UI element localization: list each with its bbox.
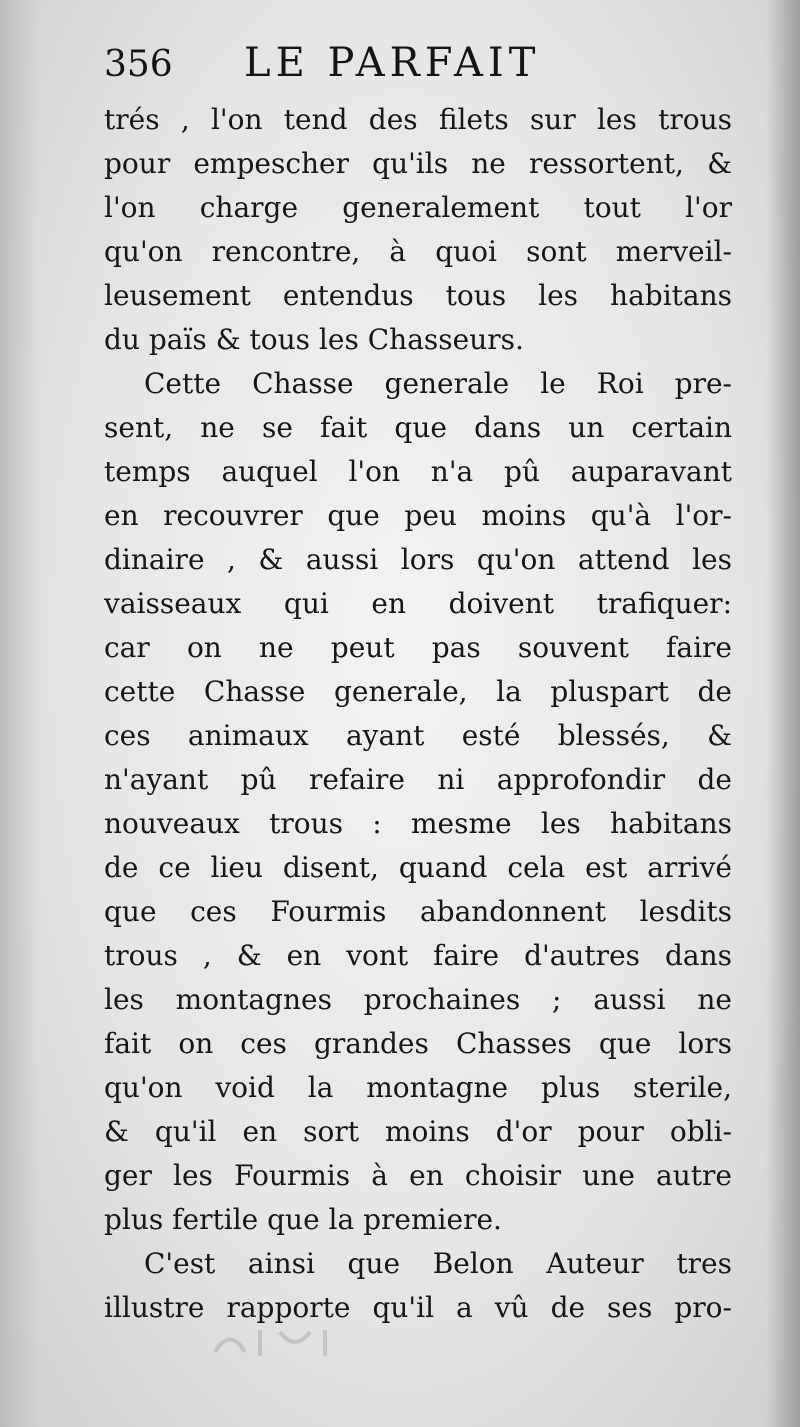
text-line: trés , l'on tend des filets sur les trous: [104, 103, 732, 136]
paragraph-start-line: Cette Chasse generale le Roi pre-: [144, 367, 732, 400]
text-line: pour empescher qu'ils ne ressortent, &: [104, 147, 732, 180]
text-line: nouveaux trous : mesme les habitans: [104, 807, 732, 840]
text-line: ces animaux ayant esté blessés, &: [104, 719, 732, 752]
text-line: qu'on void la montagne plus sterile,: [104, 1071, 732, 1104]
page-edge-shadow: [766, 0, 800, 1427]
text-line: qu'on rencontre, à quoi sont merveil-: [104, 235, 732, 268]
text-line: en recouvrer que peu moins qu'à l'or-: [104, 499, 732, 532]
text-line: & qu'il en sort moins d'or pour obli-: [104, 1115, 732, 1148]
page-number: 356: [104, 44, 173, 85]
text-line: leusement entendus tous les habitans: [104, 279, 732, 312]
text-line: car on ne peut pas souvent faire: [104, 631, 732, 664]
text-line: plus fertile que la premiere.: [104, 1203, 502, 1236]
text-line: sent, ne se fait que dans un certain: [104, 411, 732, 444]
text-line: trous , & en vont faire d'autres dans: [104, 939, 732, 972]
text-line: temps auquel l'on n'a pû auparavant: [104, 455, 732, 488]
paragraph-start-line: C'est ainsi que Belon Auteur tres: [144, 1247, 732, 1280]
text-line: vaisseaux qui en doivent trafiquer:: [104, 587, 732, 620]
text-line: cette Chasse generale, la pluspart de: [104, 675, 732, 708]
page-header: [104, 40, 724, 92]
text-line: que ces Fourmis abandonnent lesdits: [104, 895, 732, 928]
text-line: les montagnes prochaines ; aussi ne: [104, 983, 732, 1016]
body-text: [104, 98, 732, 1330]
page-gutter-shadow: [0, 0, 40, 1427]
text-line: ger les Fourmis à en choisir une autre: [104, 1159, 732, 1192]
text-line: n'ayant pû refaire ni approfondir de: [104, 763, 732, 796]
running-title: LE PARFAIT: [244, 40, 541, 86]
bleed-through-mark: [210, 1322, 350, 1362]
text-line: de ce lieu disent, quand cela est arrivé: [104, 851, 732, 884]
text-line: fait on ces grandes Chasses que lors: [104, 1027, 732, 1060]
text-line: l'on charge generalement tout l'or: [104, 191, 732, 224]
show-through-smudge: [210, 1322, 350, 1371]
text-line: du païs & tous les Chasseurs.: [104, 323, 524, 356]
text-line: dinaire , & aussi lors qu'on attend les: [104, 543, 732, 576]
text-line: illustre rapporte qu'il a vû de ses pro-: [104, 1291, 732, 1324]
